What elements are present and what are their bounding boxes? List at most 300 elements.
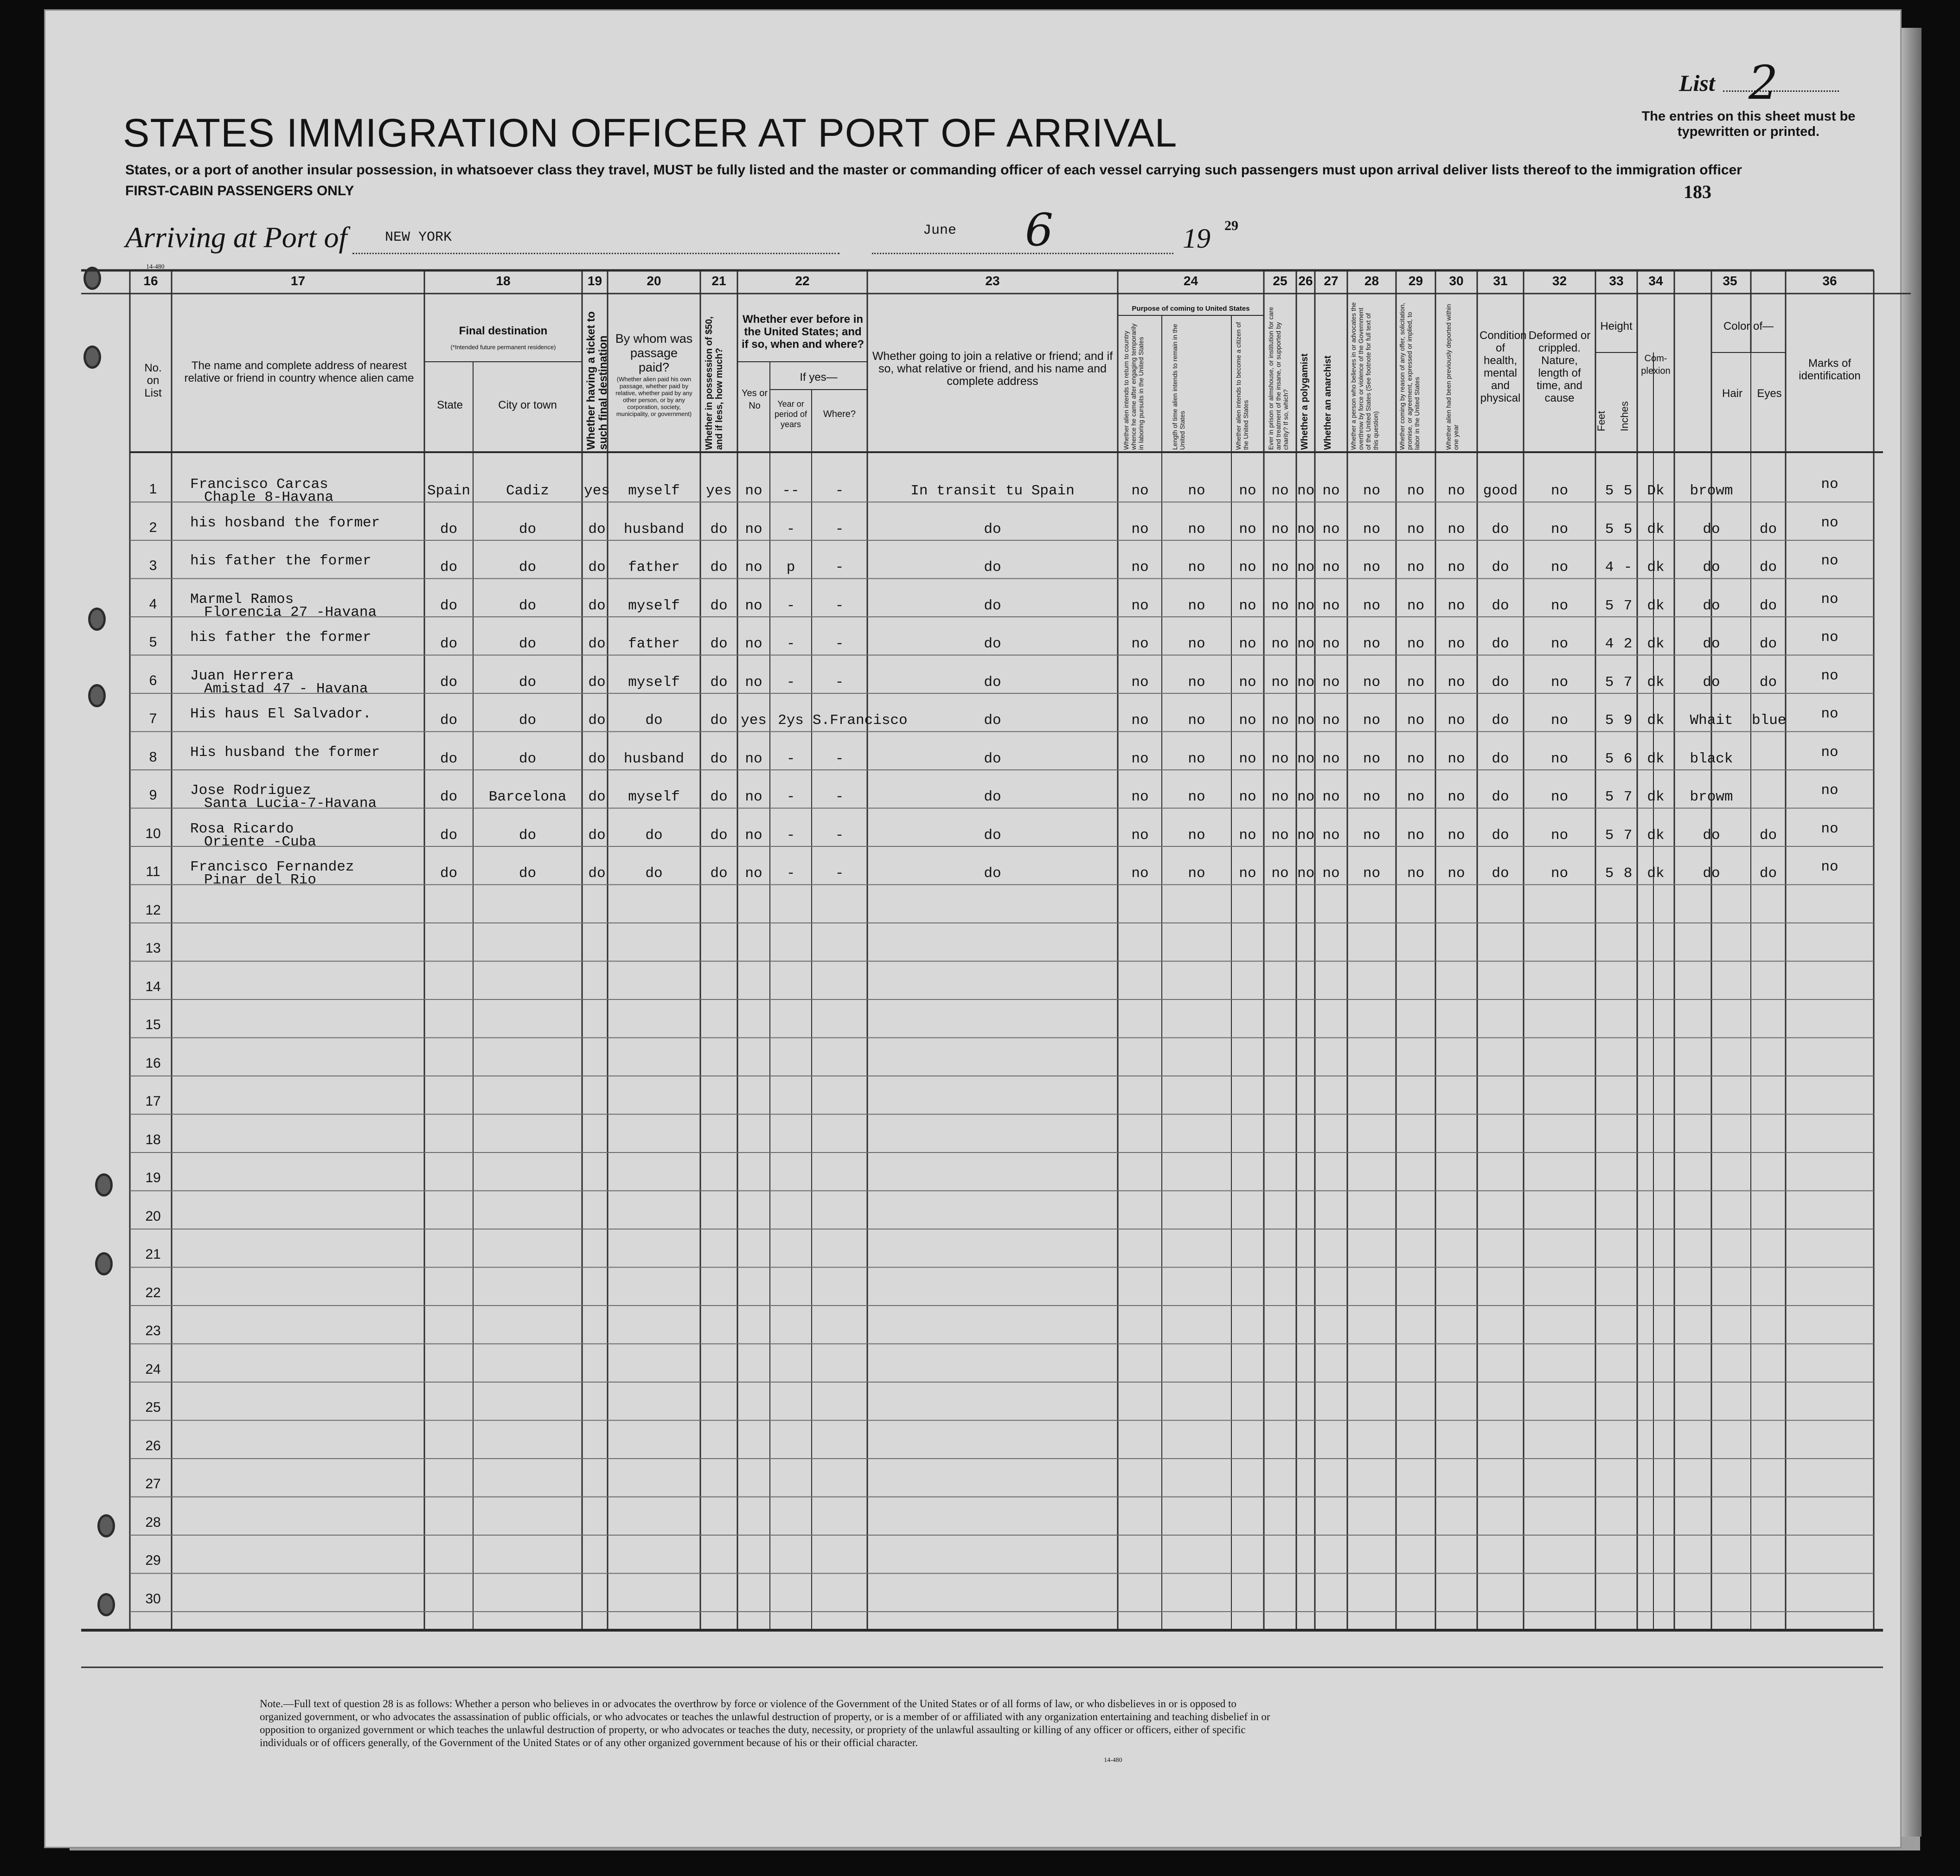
prison-cell: no bbox=[1271, 521, 1289, 538]
row-number: 24 bbox=[145, 1361, 161, 1377]
purpose-length-cell: no bbox=[1188, 865, 1205, 882]
joining-cell: do bbox=[984, 636, 1001, 652]
row-number: 30 bbox=[145, 1591, 161, 1607]
purpose-return-cell: no bbox=[1131, 865, 1149, 882]
column-number: 24 bbox=[1183, 274, 1198, 288]
inches-cell: - bbox=[1623, 559, 1633, 576]
column-number: 21 bbox=[711, 274, 726, 288]
column-number: 22 bbox=[795, 274, 810, 288]
purpose-citizen-cell: no bbox=[1239, 483, 1256, 499]
marks-cell: no bbox=[1821, 667, 1838, 684]
polygamist-cell: no bbox=[1297, 559, 1315, 576]
header-hair: Hair bbox=[1722, 387, 1742, 400]
typewritten-note: The entries on this sheet must be typewritten or printed. bbox=[1641, 109, 1856, 139]
marks-cell: no bbox=[1821, 591, 1838, 608]
joining-cell: In transit tu Spain bbox=[910, 483, 1075, 499]
port-name: NEW YORK bbox=[385, 230, 452, 245]
header-feet: Feet bbox=[1595, 410, 1607, 431]
header-marks: Marks of identification bbox=[1799, 357, 1861, 382]
ever-before-cell: no bbox=[745, 597, 762, 614]
purpose-length-cell: no bbox=[1188, 827, 1205, 844]
health-cell: do bbox=[1492, 865, 1509, 882]
city-cell: do bbox=[519, 559, 537, 576]
column-number: 28 bbox=[1364, 274, 1379, 288]
relative-name: his father the former bbox=[190, 629, 372, 646]
header-anarchist: Whether an anarchist bbox=[1323, 355, 1333, 450]
row-number: 25 bbox=[145, 1400, 161, 1415]
where-cell: - bbox=[835, 750, 844, 767]
purpose-citizen-cell: no bbox=[1239, 750, 1256, 767]
hair-cell: do bbox=[1703, 597, 1720, 614]
feet-cell: 5 bbox=[1605, 674, 1614, 691]
q29-cell: no bbox=[1407, 674, 1425, 691]
anarchist-cell: no bbox=[1322, 521, 1340, 538]
ever-before-cell: no bbox=[745, 483, 762, 499]
header-complexion: Com-plexion bbox=[1641, 353, 1671, 376]
years-cell: - bbox=[786, 521, 795, 538]
header-purpose-citizen: Whether alien intends to become a citizen of the United States bbox=[1235, 322, 1249, 450]
joining-cell: do bbox=[984, 865, 1001, 882]
where-cell: - bbox=[835, 789, 844, 805]
city-cell: do bbox=[519, 865, 537, 882]
relative-address: Amistad 47 - Havana bbox=[204, 680, 368, 697]
relative-name: Jose Rodriguez bbox=[190, 782, 311, 799]
column-number: 26 bbox=[1298, 274, 1313, 288]
relative-address: Pinar del Rio bbox=[204, 872, 316, 888]
list-number: 2 bbox=[1749, 56, 1778, 110]
row-number: 3 bbox=[149, 558, 157, 573]
possession-cell: do bbox=[710, 865, 728, 882]
marks-cell: no bbox=[1821, 629, 1838, 646]
ticket-cell: yes bbox=[584, 483, 610, 499]
column-number: 29 bbox=[1408, 274, 1423, 288]
header-eyes: Eyes bbox=[1757, 387, 1782, 400]
years-cell: - bbox=[786, 789, 795, 805]
q30-cell: no bbox=[1448, 789, 1465, 805]
purpose-citizen-cell: no bbox=[1239, 789, 1256, 805]
relative-name: his hosband the former bbox=[190, 514, 380, 531]
anarchist-cell: no bbox=[1322, 597, 1340, 614]
q29-cell: no bbox=[1407, 827, 1425, 844]
footnote: Note.—Full text of question 28 is as follows: Whether a person who believes in or advocates the overthrow by force or violence of the Government of the United States or of all forms of law, or who disbelieves in or is opposed to organized government, or who advocates the assassination of public officials, or who advocates or teaches the unlawful destruction of property, or is a member of or affiliated with any organization entertaining and teaching disbelief in or opposition to organized government or which teaches the unlawful destruction of property, or who advocates or teaches the duty, necessity, or propriety of the unlawful assaulting or killing of any officer or officers, either of specific individuals or of officers generally, of the Government of the United States or of any other organized government because of his or their official character. bbox=[260, 1698, 1270, 1748]
inches-cell: 2 bbox=[1623, 636, 1633, 652]
purpose-return-cell: no bbox=[1131, 636, 1149, 652]
relative-address: Santa Lucia-7-Havana bbox=[204, 795, 377, 812]
complexion-cell: dk bbox=[1647, 712, 1665, 729]
header-purpose-length: Length of time alien intends to remain in the United States bbox=[1171, 324, 1186, 450]
feet-cell: 5 bbox=[1605, 521, 1614, 538]
ticket-cell: do bbox=[588, 750, 606, 767]
class-line: FIRST-CABIN PASSENGERS ONLY bbox=[125, 183, 354, 198]
row-number: 14 bbox=[145, 979, 161, 994]
purpose-length-cell: no bbox=[1188, 597, 1205, 614]
purpose-return-cell: no bbox=[1131, 521, 1149, 538]
row-number: 2 bbox=[149, 519, 157, 535]
polygamist-cell: no bbox=[1297, 789, 1315, 805]
header-joining: Whether going to join a relative or friend; and if so, what relative or friend, and his name and complete address bbox=[872, 350, 1113, 388]
city-cell: do bbox=[519, 674, 537, 691]
q29-cell: no bbox=[1407, 483, 1425, 499]
row-number: 7 bbox=[149, 711, 157, 726]
header-height: Height bbox=[1600, 320, 1633, 333]
joining-cell: do bbox=[984, 559, 1001, 576]
marks-cell: no bbox=[1821, 514, 1838, 531]
arrival-year-prefix: 19 bbox=[1183, 223, 1211, 254]
column-number: 36 bbox=[1822, 274, 1837, 288]
column-number: 33 bbox=[1609, 274, 1624, 288]
health-cell: do bbox=[1492, 521, 1509, 538]
health-cell: do bbox=[1492, 597, 1509, 614]
relative-name: Marmel Ramos bbox=[190, 591, 294, 608]
where-cell: - bbox=[835, 636, 844, 652]
row-number: 4 bbox=[149, 596, 157, 612]
header-final-destination-note: (*Intended future permanent residence) bbox=[450, 344, 556, 351]
years-cell: p bbox=[786, 559, 795, 576]
q29-cell: no bbox=[1407, 559, 1425, 576]
marks-cell: no bbox=[1821, 553, 1838, 569]
where-cell: - bbox=[835, 521, 844, 538]
ever-before-cell: no bbox=[745, 521, 762, 538]
q28-cell: no bbox=[1363, 483, 1381, 499]
deformed-cell: no bbox=[1550, 521, 1569, 538]
city-cell: Barcelona bbox=[488, 789, 567, 805]
q30-cell: no bbox=[1448, 521, 1465, 538]
ticket-cell: do bbox=[588, 674, 606, 691]
prison-cell: no bbox=[1271, 559, 1289, 576]
eyes-cell: do bbox=[1759, 521, 1777, 538]
form-code: 14-480 bbox=[146, 263, 165, 270]
possession-cell: do bbox=[710, 750, 728, 767]
purpose-citizen-cell: no bbox=[1239, 674, 1256, 691]
state-cell: do bbox=[440, 789, 458, 805]
q28-cell: no bbox=[1363, 597, 1381, 614]
purpose-citizen-cell: no bbox=[1239, 712, 1256, 729]
years-cell: -- bbox=[782, 483, 800, 499]
header-where: Where? bbox=[823, 409, 856, 419]
header-inches: Inches bbox=[1619, 401, 1630, 431]
inches-cell: 7 bbox=[1623, 597, 1633, 614]
polygamist-cell: no bbox=[1297, 674, 1315, 691]
years-cell: 2ys bbox=[778, 712, 804, 729]
q28-cell: no bbox=[1363, 712, 1381, 729]
purpose-citizen-cell: no bbox=[1239, 636, 1256, 652]
q30-cell: no bbox=[1448, 674, 1465, 691]
complexion-cell: dk bbox=[1647, 597, 1665, 614]
column-number: 27 bbox=[1324, 274, 1339, 288]
arrival-day: 6 bbox=[1025, 204, 1054, 256]
passage-paid-cell: myself bbox=[628, 789, 680, 805]
row-number: 16 bbox=[145, 1055, 161, 1071]
purpose-length-cell: no bbox=[1188, 674, 1205, 691]
feet-cell: 5 bbox=[1605, 865, 1614, 882]
complexion-cell: dk bbox=[1647, 865, 1665, 882]
header-no-on-list: No. on List bbox=[144, 362, 162, 399]
column-number: 23 bbox=[985, 274, 1000, 288]
ever-before-cell: no bbox=[745, 636, 762, 652]
hair-cell: Whait bbox=[1690, 712, 1733, 729]
inches-cell: 5 bbox=[1623, 483, 1633, 499]
marks-cell: no bbox=[1821, 820, 1838, 837]
header-year-period: Year or period of years bbox=[774, 399, 807, 429]
purpose-return-cell: no bbox=[1131, 789, 1149, 805]
arriving-label: Arriving at Port of bbox=[125, 221, 347, 254]
state-cell: do bbox=[440, 559, 458, 576]
city-cell: do bbox=[519, 636, 537, 652]
row-number: 1 bbox=[149, 481, 157, 497]
purpose-length-cell: no bbox=[1188, 712, 1205, 729]
ticket-cell: do bbox=[588, 521, 606, 538]
q29-cell: no bbox=[1407, 865, 1425, 882]
anarchist-cell: no bbox=[1322, 636, 1340, 652]
inches-cell: 5 bbox=[1623, 521, 1633, 538]
form-title: STATES IMMIGRATION OFFICER AT PORT OF ARRIVAL bbox=[123, 111, 1178, 155]
anarchist-cell: no bbox=[1322, 750, 1340, 767]
passage-paid-cell: myself bbox=[628, 597, 680, 614]
passage-paid-cell: father bbox=[628, 636, 680, 652]
possession-cell: do bbox=[710, 559, 728, 576]
city-cell: do bbox=[519, 521, 537, 538]
purpose-length-cell: no bbox=[1188, 559, 1205, 576]
eyes-cell: blue bbox=[1752, 712, 1787, 729]
footnote-code: 14-480 bbox=[1104, 1757, 1122, 1764]
deformed-cell: no bbox=[1550, 674, 1569, 691]
prison-cell: no bbox=[1271, 865, 1289, 882]
row-number: 22 bbox=[145, 1285, 161, 1300]
purpose-length-cell: no bbox=[1188, 789, 1205, 805]
header-color-of: Color of— bbox=[1723, 320, 1774, 333]
relative-name: Francisco Fernandez bbox=[190, 859, 354, 875]
q30-cell: no bbox=[1448, 750, 1465, 767]
feet-cell: 5 bbox=[1605, 483, 1614, 499]
header-prison: Ever in prison or almshouse, or institution for care and treatment of the insane, or supported by charity? If so, which? bbox=[1267, 307, 1289, 450]
where-cell: - bbox=[835, 559, 844, 576]
column-number: 35 bbox=[1723, 274, 1737, 288]
hair-cell: do bbox=[1703, 865, 1720, 882]
possession-cell: do bbox=[710, 597, 728, 614]
years-cell: - bbox=[786, 674, 795, 691]
marks-cell: no bbox=[1821, 706, 1838, 722]
city-cell: do bbox=[519, 597, 537, 614]
q30-cell: no bbox=[1448, 865, 1465, 882]
years-cell: - bbox=[786, 636, 795, 652]
eyes-cell: do bbox=[1759, 674, 1777, 691]
column-number: 17 bbox=[290, 274, 306, 288]
relative-name: Francisco Carcas bbox=[190, 476, 328, 493]
complexion-cell: dk bbox=[1647, 750, 1665, 767]
complexion-cell: dk bbox=[1647, 674, 1665, 691]
hair-cell: do bbox=[1703, 559, 1720, 576]
header-q28: Whether a person who believes in or advocates the overthrow by force or violence of the Government of the United States (See footnote for full text of this question) bbox=[1350, 302, 1379, 450]
purpose-citizen-cell: no bbox=[1239, 827, 1256, 844]
where-cell: - bbox=[835, 865, 844, 882]
row-number: 26 bbox=[145, 1438, 161, 1453]
eyes-cell: do bbox=[1759, 636, 1777, 652]
years-cell: - bbox=[786, 827, 795, 844]
purpose-return-cell: no bbox=[1131, 827, 1149, 844]
prison-cell: no bbox=[1271, 827, 1289, 844]
complexion-cell: dk bbox=[1647, 789, 1665, 805]
ever-before-cell: no bbox=[745, 674, 762, 691]
complexion-cell: Dk bbox=[1647, 483, 1665, 499]
sheet-number: 183 bbox=[1684, 181, 1711, 202]
joining-cell: do bbox=[984, 521, 1001, 538]
state-cell: do bbox=[440, 750, 458, 767]
q29-cell: no bbox=[1407, 636, 1425, 652]
purpose-return-cell: no bbox=[1131, 712, 1149, 729]
where-cell: - bbox=[835, 597, 844, 614]
row-number: 29 bbox=[145, 1553, 161, 1568]
feet-cell: 5 bbox=[1605, 827, 1614, 844]
prison-cell: no bbox=[1271, 674, 1289, 691]
q28-cell: no bbox=[1363, 521, 1381, 538]
ever-before-cell: no bbox=[745, 827, 762, 844]
header-possession-50: Whether in possession of $50, and if less, how much? bbox=[704, 316, 724, 450]
row-number: 28 bbox=[145, 1514, 161, 1530]
purpose-return-cell: no bbox=[1131, 674, 1149, 691]
row-number: 8 bbox=[149, 749, 157, 765]
column-number: 34 bbox=[1648, 274, 1663, 288]
possession-cell: do bbox=[710, 827, 728, 844]
row-number: 15 bbox=[145, 1017, 161, 1032]
deformed-cell: no bbox=[1550, 827, 1569, 844]
joining-cell: do bbox=[984, 597, 1001, 614]
header-nearest-relative: The name and complete address of nearest relative or friend in country whence alien came bbox=[184, 359, 414, 384]
complexion-cell: dk bbox=[1647, 636, 1665, 652]
state-cell: do bbox=[440, 636, 458, 652]
hair-cell: do bbox=[1703, 674, 1720, 691]
row-number: 6 bbox=[149, 672, 157, 688]
state-cell: do bbox=[440, 865, 458, 882]
q29-cell: no bbox=[1407, 597, 1425, 614]
form-subtitle: States, or a port of another insular possession, in whatsoever class they travel, MUST be fully listed and the master or commanding officer of each vessel carrying such passengers must upon arrival deliver lists thereof to the immigration officer bbox=[125, 162, 1742, 178]
city-cell: do bbox=[519, 827, 537, 844]
deformed-cell: no bbox=[1550, 483, 1569, 499]
column-number: 20 bbox=[647, 274, 661, 288]
hair-cell: do bbox=[1703, 827, 1720, 844]
column-number: 25 bbox=[1273, 274, 1287, 288]
q29-cell: no bbox=[1407, 712, 1425, 729]
prison-cell: no bbox=[1271, 712, 1289, 729]
q29-cell: no bbox=[1407, 521, 1425, 538]
joining-cell: do bbox=[984, 827, 1001, 844]
ever-before-cell: no bbox=[745, 789, 762, 805]
header-yes-no: Yes or No bbox=[742, 388, 768, 411]
purpose-return-cell: no bbox=[1131, 750, 1149, 767]
header-purpose-return: Whether alien intends to return to country whence he came after engaging temporarily in laboring pursuits in the United States bbox=[1122, 323, 1145, 450]
possession-cell: do bbox=[710, 521, 728, 538]
q29-cell: no bbox=[1407, 750, 1425, 767]
purpose-length-cell: no bbox=[1188, 521, 1205, 538]
purpose-return-cell: no bbox=[1131, 597, 1149, 614]
anarchist-cell: no bbox=[1322, 674, 1340, 691]
city-cell: Cadiz bbox=[506, 483, 549, 499]
state-cell: Spain bbox=[427, 483, 470, 499]
deformed-cell: no bbox=[1550, 789, 1569, 805]
polygamist-cell: no bbox=[1297, 750, 1315, 767]
feet-cell: 4 bbox=[1605, 559, 1614, 576]
possession-cell: do bbox=[710, 636, 728, 652]
polygamist-cell: no bbox=[1297, 597, 1315, 614]
hair-cell: do bbox=[1703, 521, 1720, 538]
eyes-cell: do bbox=[1759, 559, 1777, 576]
state-cell: do bbox=[440, 597, 458, 614]
inches-cell: 7 bbox=[1623, 827, 1633, 844]
purpose-length-cell: no bbox=[1188, 483, 1205, 499]
city-cell: do bbox=[519, 712, 537, 729]
polygamist-cell: no bbox=[1297, 521, 1315, 538]
possession-cell: do bbox=[710, 712, 728, 729]
relative-name: Juan Herrera bbox=[190, 667, 294, 684]
polygamist-cell: no bbox=[1297, 636, 1315, 652]
state-cell: do bbox=[440, 674, 458, 691]
purpose-length-cell: no bbox=[1188, 636, 1205, 652]
header-if-yes: If yes— bbox=[800, 371, 838, 384]
anarchist-cell: no bbox=[1322, 559, 1340, 576]
state-cell: do bbox=[440, 827, 458, 844]
ticket-cell: do bbox=[588, 789, 606, 805]
row-number: 17 bbox=[145, 1094, 161, 1109]
anarchist-cell: no bbox=[1322, 865, 1340, 882]
header-city: City or town bbox=[498, 399, 557, 411]
anarchist-cell: no bbox=[1322, 789, 1340, 805]
eyes-cell: do bbox=[1759, 597, 1777, 614]
deformed-cell: no bbox=[1550, 865, 1569, 882]
prison-cell: no bbox=[1271, 597, 1289, 614]
hair-cell: browm bbox=[1690, 789, 1733, 805]
q28-cell: no bbox=[1363, 865, 1381, 882]
q30-cell: no bbox=[1448, 483, 1465, 499]
complexion-cell: dk bbox=[1647, 559, 1665, 576]
q30-cell: no bbox=[1448, 712, 1465, 729]
ever-before-cell: no bbox=[745, 865, 762, 882]
prison-cell: no bbox=[1271, 750, 1289, 767]
marks-cell: no bbox=[1821, 859, 1838, 875]
column-number: 32 bbox=[1552, 274, 1567, 288]
inches-cell: 7 bbox=[1623, 789, 1633, 805]
column-number: 31 bbox=[1493, 274, 1508, 288]
passage-paid-cell: father bbox=[628, 559, 680, 576]
deformed-cell: no bbox=[1550, 636, 1569, 652]
health-cell: do bbox=[1492, 789, 1509, 805]
health-cell: do bbox=[1492, 712, 1509, 729]
polygamist-cell: no bbox=[1297, 483, 1315, 499]
q28-cell: no bbox=[1363, 636, 1381, 652]
ticket-cell: do bbox=[588, 559, 606, 576]
polygamist-cell: no bbox=[1297, 712, 1315, 729]
state-cell: do bbox=[440, 521, 458, 538]
q28-cell: no bbox=[1363, 750, 1381, 767]
ticket-cell: do bbox=[588, 597, 606, 614]
header-passage-paid: By whom was passage paid? bbox=[615, 332, 693, 374]
inches-cell: 7 bbox=[1623, 674, 1633, 691]
arrival-year-suffix: 29 bbox=[1224, 218, 1238, 233]
prison-cell: no bbox=[1271, 789, 1289, 805]
possession-cell: do bbox=[710, 674, 728, 691]
q30-cell: no bbox=[1448, 597, 1465, 614]
marks-cell: no bbox=[1821, 476, 1838, 493]
q30-cell: no bbox=[1448, 559, 1465, 576]
header-final-destination: Final destination bbox=[459, 325, 548, 337]
inches-cell: 8 bbox=[1623, 865, 1633, 882]
feet-cell: 5 bbox=[1605, 789, 1614, 805]
header-polygamist: Whether a polygamist bbox=[1300, 353, 1310, 450]
purpose-citizen-cell: no bbox=[1239, 521, 1256, 538]
arrival-month: June bbox=[923, 223, 957, 238]
state-cell: do bbox=[440, 712, 458, 729]
relative-address: Florencia 27 -Havana bbox=[204, 604, 377, 621]
health-cell: do bbox=[1492, 750, 1509, 767]
passage-paid-cell: do bbox=[645, 712, 663, 729]
